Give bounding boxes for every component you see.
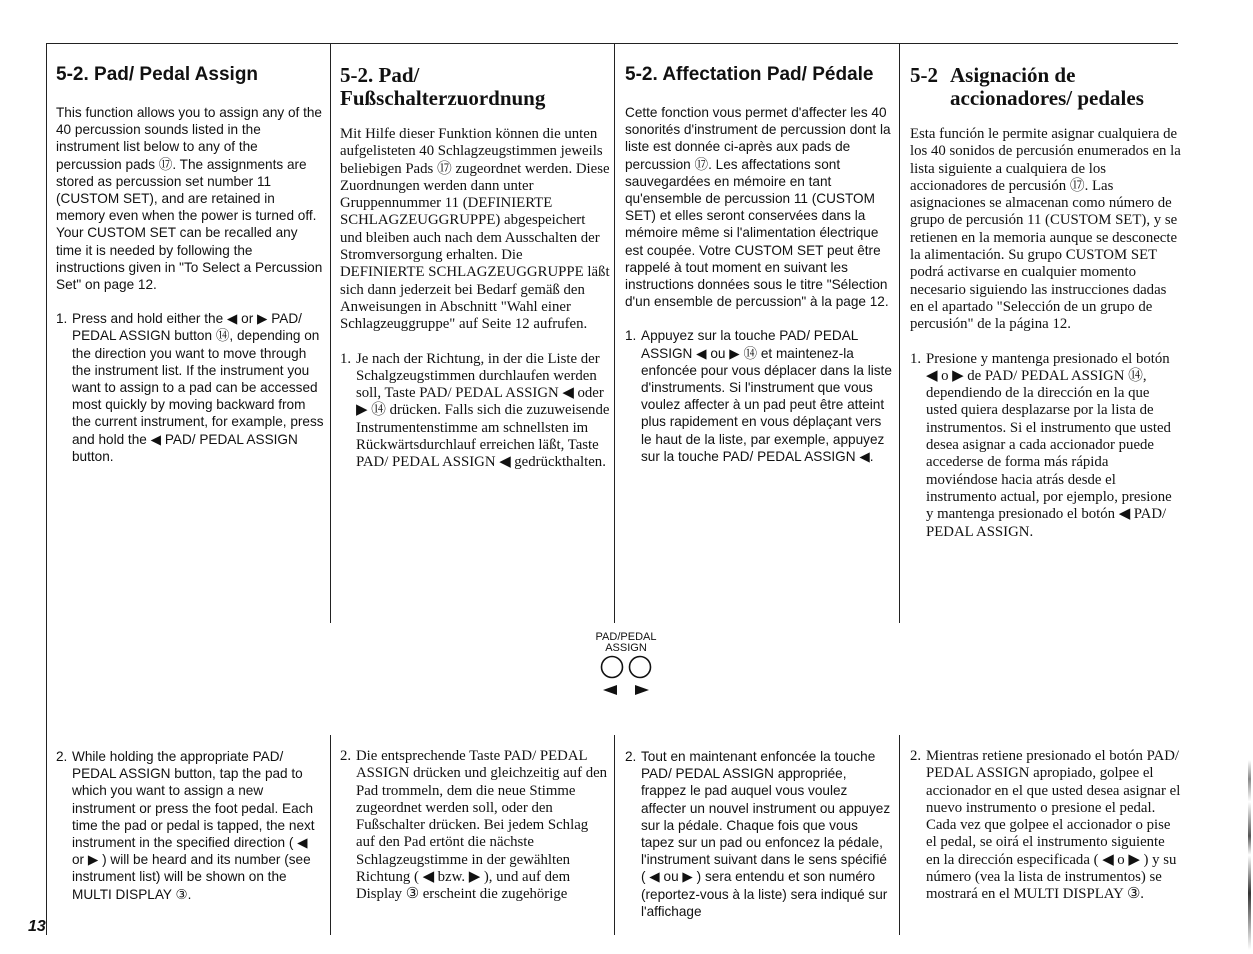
page-number: 13 <box>28 918 46 935</box>
column-divider-2 <box>330 43 331 623</box>
column-english-step2 <box>56 748 322 903</box>
heading-spanish <box>910 64 1182 110</box>
diagram-label-line2: ASSIGN <box>605 642 647 654</box>
heading-spanish-text <box>950 64 1182 110</box>
step-1-german <box>340 351 610 472</box>
heading-spanish-line2: accionadores/ pedales <box>950 86 1144 110</box>
intro-german: Mit Hilfe dieser Funktion können die unten aufgelisteten 40 Schlagzeugstimmen jeweils beliebigen Pads ⑰ zugeordnet werden. Diese Zuordnungen werden dann unter Gruppennummer 11 (DEFINIERTE SCHLAGZEUGGRUPPE) abgespeichert und bleiben auch nach dem Ausschalten der Stromversorgung erhalten. Die DEFINIERTE SCHLAGZEUGGRUPPE läßt sich dann jederzeit bei Bedarf gemäß den Anweisungen in Abschnitt "Wahl einer Schlagzeuggruppe" auf Seite 12 aufrufen. <box>340 126 610 333</box>
step-number: 2. <box>910 748 922 764</box>
heading-german-line1: 5-2. Pad/ <box>340 63 420 87</box>
step-text: Press and hold either the ◀ or ▶ PAD/ PEDAL ASSIGN button ⑭, depending on the direction you want to move through the instrument list. If the instrument you want to assign to a pad can be accessed most quickly by moving backward from the current instrument, for example, press and hold the ◀ PAD/ PEDAL ASSIGN button. <box>72 311 324 464</box>
right-button-circle <box>630 657 651 678</box>
top-rule-1 <box>46 43 1178 44</box>
step-2-english <box>56 748 322 903</box>
heading-spanish-line1: Asignación de <box>950 63 1076 87</box>
left-button-circle <box>602 657 623 678</box>
column-divider-1 <box>46 43 47 935</box>
column-german-step2 <box>340 748 608 904</box>
column-french-step2 <box>625 748 893 920</box>
column-german <box>340 64 610 472</box>
step-text: Die entsprechende Taste PAD/ PEDAL ASSIGN drücken und gleichzeitig auf den Pad trommeln, dem die neue Stimme zugeordnet werden soll, oder den Fußschalter drücken. Bei jedem Schlag auf den Pad ertönt die nächste Schlagzeugstimme in der gewählten Richtung ( ◀ bzw. ▶ ), und auf dem Display ③ erscheint die zugehörige <box>356 748 608 903</box>
step-text: Tout en maintenant enfoncée la touche PAD/ PEDAL ASSIGN appropriée, frappez le pad auquel vous voulez affecter un nouvel instrument ou appuyez sur la pédale. Chaque fois que vous tapez sur un pad ou enfoncez la pédale, l'instrument suivant dans le sens spécifié ( ◀ ou ▶ ) sera entendu et son numéro (reportez-vous à la liste) sera indiqué sur l'affichage <box>641 749 891 919</box>
right-arrow-icon <box>635 685 649 695</box>
diagram-label-line1: PAD/PEDAL <box>595 631 657 643</box>
heading-french: 5-2. Affectation Pad/ Pédale <box>625 64 874 85</box>
step-number: 2. <box>340 748 352 764</box>
step-text: Presione y mantenga presionado el botón ◀ o ▶ de PAD/ PEDAL ASSIGN ⑭, dependiendo de la dirección en la que usted quiera desplazarse por la lista de instrumentos. Si el instrumento que usted desea asignar a cada accionador puede accederse de forma más rápida moviéndose hacia atrás desde el instrumento actual, por ejemplo, presione y mantenga presionado el botón ◀ PAD/ PEDAL ASSIGN. <box>926 350 1172 540</box>
column-divider-4 <box>899 43 900 623</box>
column-english <box>56 64 324 465</box>
step-number: 1. <box>625 328 637 344</box>
heading-german <box>340 64 610 110</box>
step-1-french <box>625 327 895 465</box>
pad-pedal-assign-diagram <box>572 632 680 707</box>
step-1-spanish <box>910 351 1182 541</box>
step-2-german <box>340 748 608 904</box>
column-divider-3 <box>614 43 615 623</box>
step-text: Je nach der Richtung, in der die Liste der Schalgzeugstimmen durchlaufen werden soll, Taste PAD/ PEDAL ASSIGN ◀ oder ▶ ⑭ drücken. Falls sich die zuzuweisende Instrumentenstimme am schnellsten im Rückwärtsdurchlauf erreichen läßt, Taste PAD/ PEDAL ASSIGN ◀ gedrückthalten. <box>356 350 610 471</box>
step-text: Appuyez sur la touche PAD/ PEDAL ASSIGN ◀ ou ▶ ⑭ et maintenez-la enfoncée pour vous déplacer dans la liste d'instruments. Si l'instrument que vous voulez affecter à un pad peut être atteint plus rapidement en vous déplaçant vers le haut de la liste, par exemple, appuyez sur la touche PAD/ PEDAL ASSIGN ◀. <box>641 328 892 464</box>
step-number: 1. <box>910 350 922 367</box>
step-2-french <box>625 748 893 920</box>
column-divider-5 <box>330 735 331 935</box>
intro-english: This function allows you to assign any of the 40 percussion sounds listed in the instrument list below to any of the percussion pads ⑰. The assignments are stored as percussion set number 11 (CUSTOM SET), and are retained in memory even when the power is turned off. Your CUSTOM SET can be recalled any time it is needed by following the instructions given in "To Select a Percussion Set" on page 12. <box>56 105 323 293</box>
column-divider-6 <box>614 735 615 935</box>
step-number: 1. <box>340 350 352 367</box>
column-divider-7 <box>899 735 900 935</box>
intro-french: Cette fonction vous permet d'affecter les 40 sonorités d'instrument de percussion dont la liste est donnée ci-après aux pads de percussion ⑰. Les affectations sont sauvegardées en mémoire en tant qu'ensemble de percussion 11 (CUSTOM SET) et elles seront conservées dans la mémoire même si l'alimentation électrique est coupée. Votre CUSTOM SET peut être rappelé à tout moment en suivant les instructions données sous le titre "Sélection d'un ensemble de percussion" à la page 12. <box>625 105 891 310</box>
column-spanish-step2 <box>910 748 1182 904</box>
column-spanish <box>910 64 1182 541</box>
heading-german-line2: Fußschalterzuordnung <box>340 86 546 110</box>
intro-spanish: Esta función le permite asignar cualquiera de los 40 sonidos de percusión enumerados en la lista siguiente a cualquiera de los accionadores de percusión ⑰. Las asignaciones se almacenan como número de grupo de percusión 11 (CUSTOM SET), y se retienen en la memoria aunque se desconecte la alimentación. Su grupo CUSTOM SET podrá activarse en cualquier momento necesario siguiendo las instrucciones dadas en el apartado "Selección de un grupo de percusión" de la página 12. <box>910 126 1181 333</box>
step-number: 2. <box>56 749 68 764</box>
step-number: 2. <box>625 749 637 764</box>
step-2-spanish <box>910 748 1182 904</box>
step-text: While holding the appropriate PAD/ PEDAL ASSIGN button, tap the pad to which you want to assign a new instrument or press the foot pedal. Each time the pad or pedal is tapped, the next instrument in the specified direction ( ◀ or ▶ ) will be heard and its number (see instrument list) will be shown on the MULTI DISPLAY ③. <box>72 749 315 902</box>
step-text: Mientras retiene presionado el botón PAD/ PEDAL ASSIGN apropiado, golpee el accionador en el que usted desea asignar el nuevo instrumento o presione el pedal. Cada vez que golpee el accionador o pise el pedal, se oirá el instrumento siguiente en la dirección especificada ( ◀ o ▶ ) y su número (vea la lista de instrumentos) se mostrará en el MULTI DISPLAY ③. <box>926 748 1181 903</box>
heading-spanish-prefix: 5-2 <box>910 63 938 87</box>
left-arrow-icon <box>603 685 617 695</box>
column-french <box>625 64 895 465</box>
heading-english: 5-2. Pad/ Pedal Assign <box>56 64 259 85</box>
step-number: 1. <box>56 311 68 327</box>
step-1-english <box>56 310 324 465</box>
pad-pedal-buttons-icon <box>572 654 680 704</box>
scan-edge-marks <box>1248 760 1251 950</box>
